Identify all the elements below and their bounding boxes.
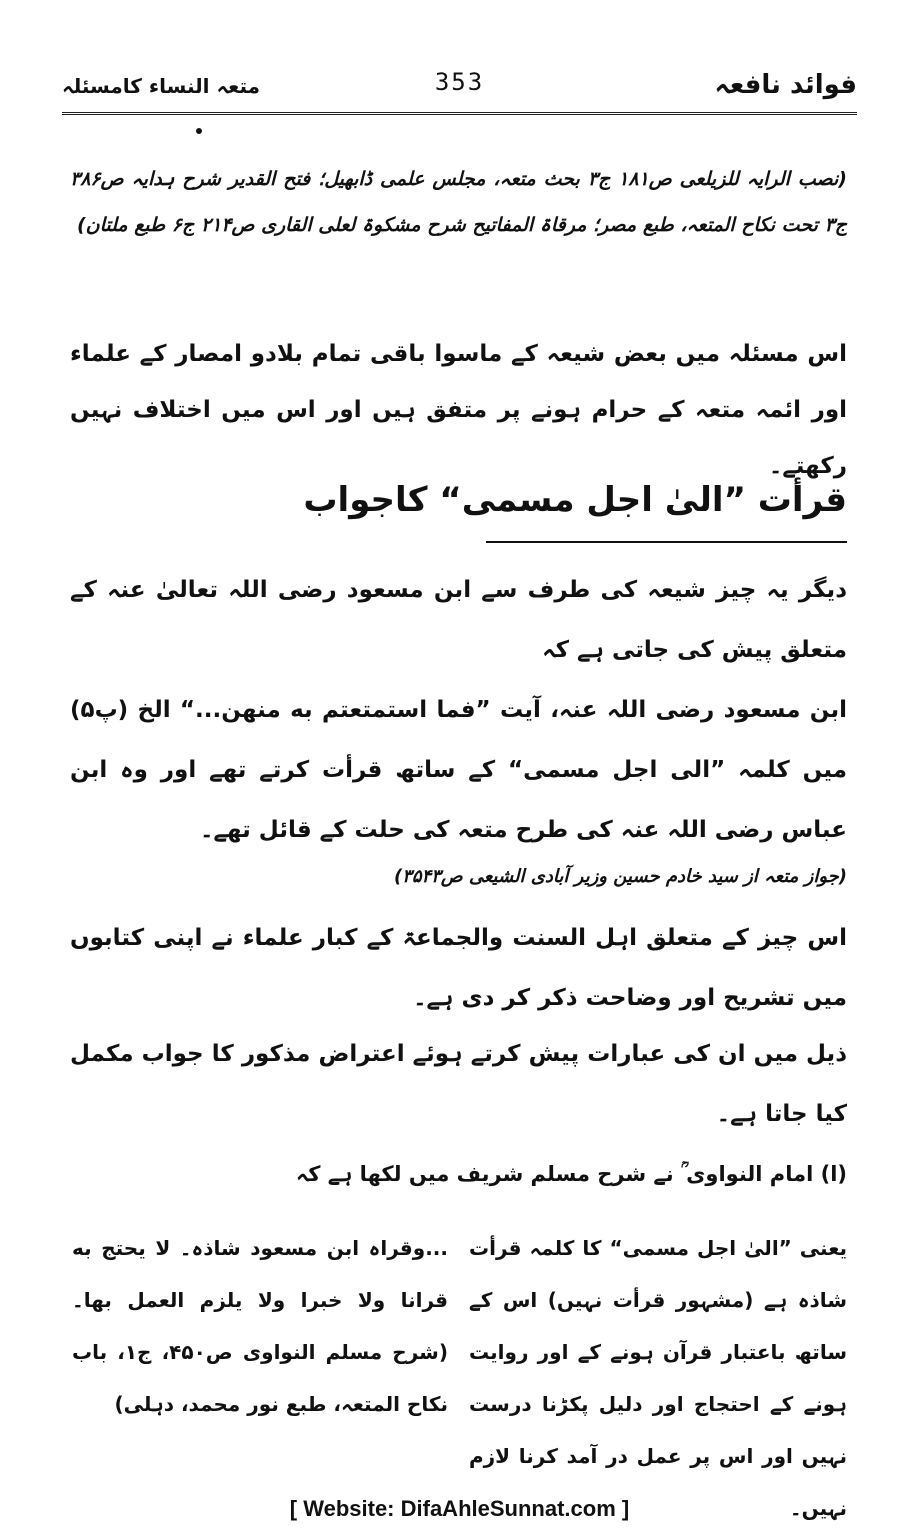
page-number: 353 (434, 68, 485, 96)
paragraph-2: دیگر یہ چیز شیعہ کی طرف سے ابن مسعود رضی اللہ تعالیٰ عنہ کے متعلق پیش کی جاتی ہے کہ (70, 577, 847, 663)
paragraph-6: (ا) امام النواوی ؒ نے شرح مسلم شریف میں لکھا ہے کہ (295, 1162, 847, 1186)
chapter-title: متعہ النساء کامسئلہ (62, 74, 261, 98)
translation-column: یعنی ”الیٰ اجل مسمی“ کا کلمہ قرأت شاذہ ہے (مشہور قرأت نہیں) اس کے ساتھ باعتبار قرآن ہونے کے اور روایت ہونے کے احتجاج اور دلیل پکڑنا درست نہیں اور اس پر عمل در آمد کرنا لازم نہیں۔ (469, 1236, 847, 1520)
section-heading: قرأت ”الیٰ اجل مسمی“ کاجواب (303, 480, 847, 520)
website-footer: [ Website: DifaAhleSunnat.com ] (289, 1496, 630, 1521)
paragraph-3: ابن مسعود رضی اللہ عنہ، آیت ”فما استمتعتم به منهن...“ الخ (پ۵) میں کلمہ ”الی اجل مسمی“ کے ساتھ قرأت کرتے تھے اور وہ ابن عباس رضی اللہ عنہ کی طرح متعہ کی حلت کے قائل تھے۔ (70, 697, 847, 843)
page-header (62, 64, 857, 115)
paragraph-4: اس چیز کے متعلق اہل السنت والجماعۃ کے کبار علماء نے اپنی کتابوں میں تشریح اور وضاحت ذکر کر دی ہے۔ (70, 925, 847, 1011)
heading-underline (486, 541, 847, 543)
bullet-dot (196, 128, 202, 134)
paragraph-5: ذیل میں ان کی عبارات پیش کرتے ہوئے اعتراض مذکور کا جواب مکمل کیا جاتا ہے۔ (70, 1041, 847, 1127)
arabic-quote-column: ...وقراہ ابن مسعود شاذہ۔ لا یحتج به قرانا ولا خبرا ولا یلزم العمل بها۔ (شرح مسلم النواوی ص۴۵۰، ج۱، باب نکاح المتعہ، طبع نور محمد، دہلی) (72, 1236, 448, 1416)
book-title: فوائد نافعہ (714, 70, 857, 100)
reference-block-1: (نصب الرایہ للزیلعی ص۱۸۱ ج۳ بحث متعہ، مجلس علمی ڈابھیل؛ فتح القدیر شرح ہدایہ ص۳۸۶ ج۳ تحت نکاح المتعہ، طبع مصر؛ مرقاۃ المفاتیح شرح مشکوۃ لعلی القاری ص۲۱۴ ج۶ طبع ملتان) (70, 168, 847, 236)
reference-2: (جواز متعہ از سید خادم حسین وزیر آبادی الشیعی ص۳۵۴۳) (393, 866, 847, 887)
paragraph-1: اس مسئلہ میں بعض شیعہ کے ماسوا باقی تمام بلادو امصار کے علماء اور ائمہ متعہ کے حرام ہونے پر متفق ہیں اور اس میں اختلاف نہیں رکھتے۔ (70, 341, 847, 479)
